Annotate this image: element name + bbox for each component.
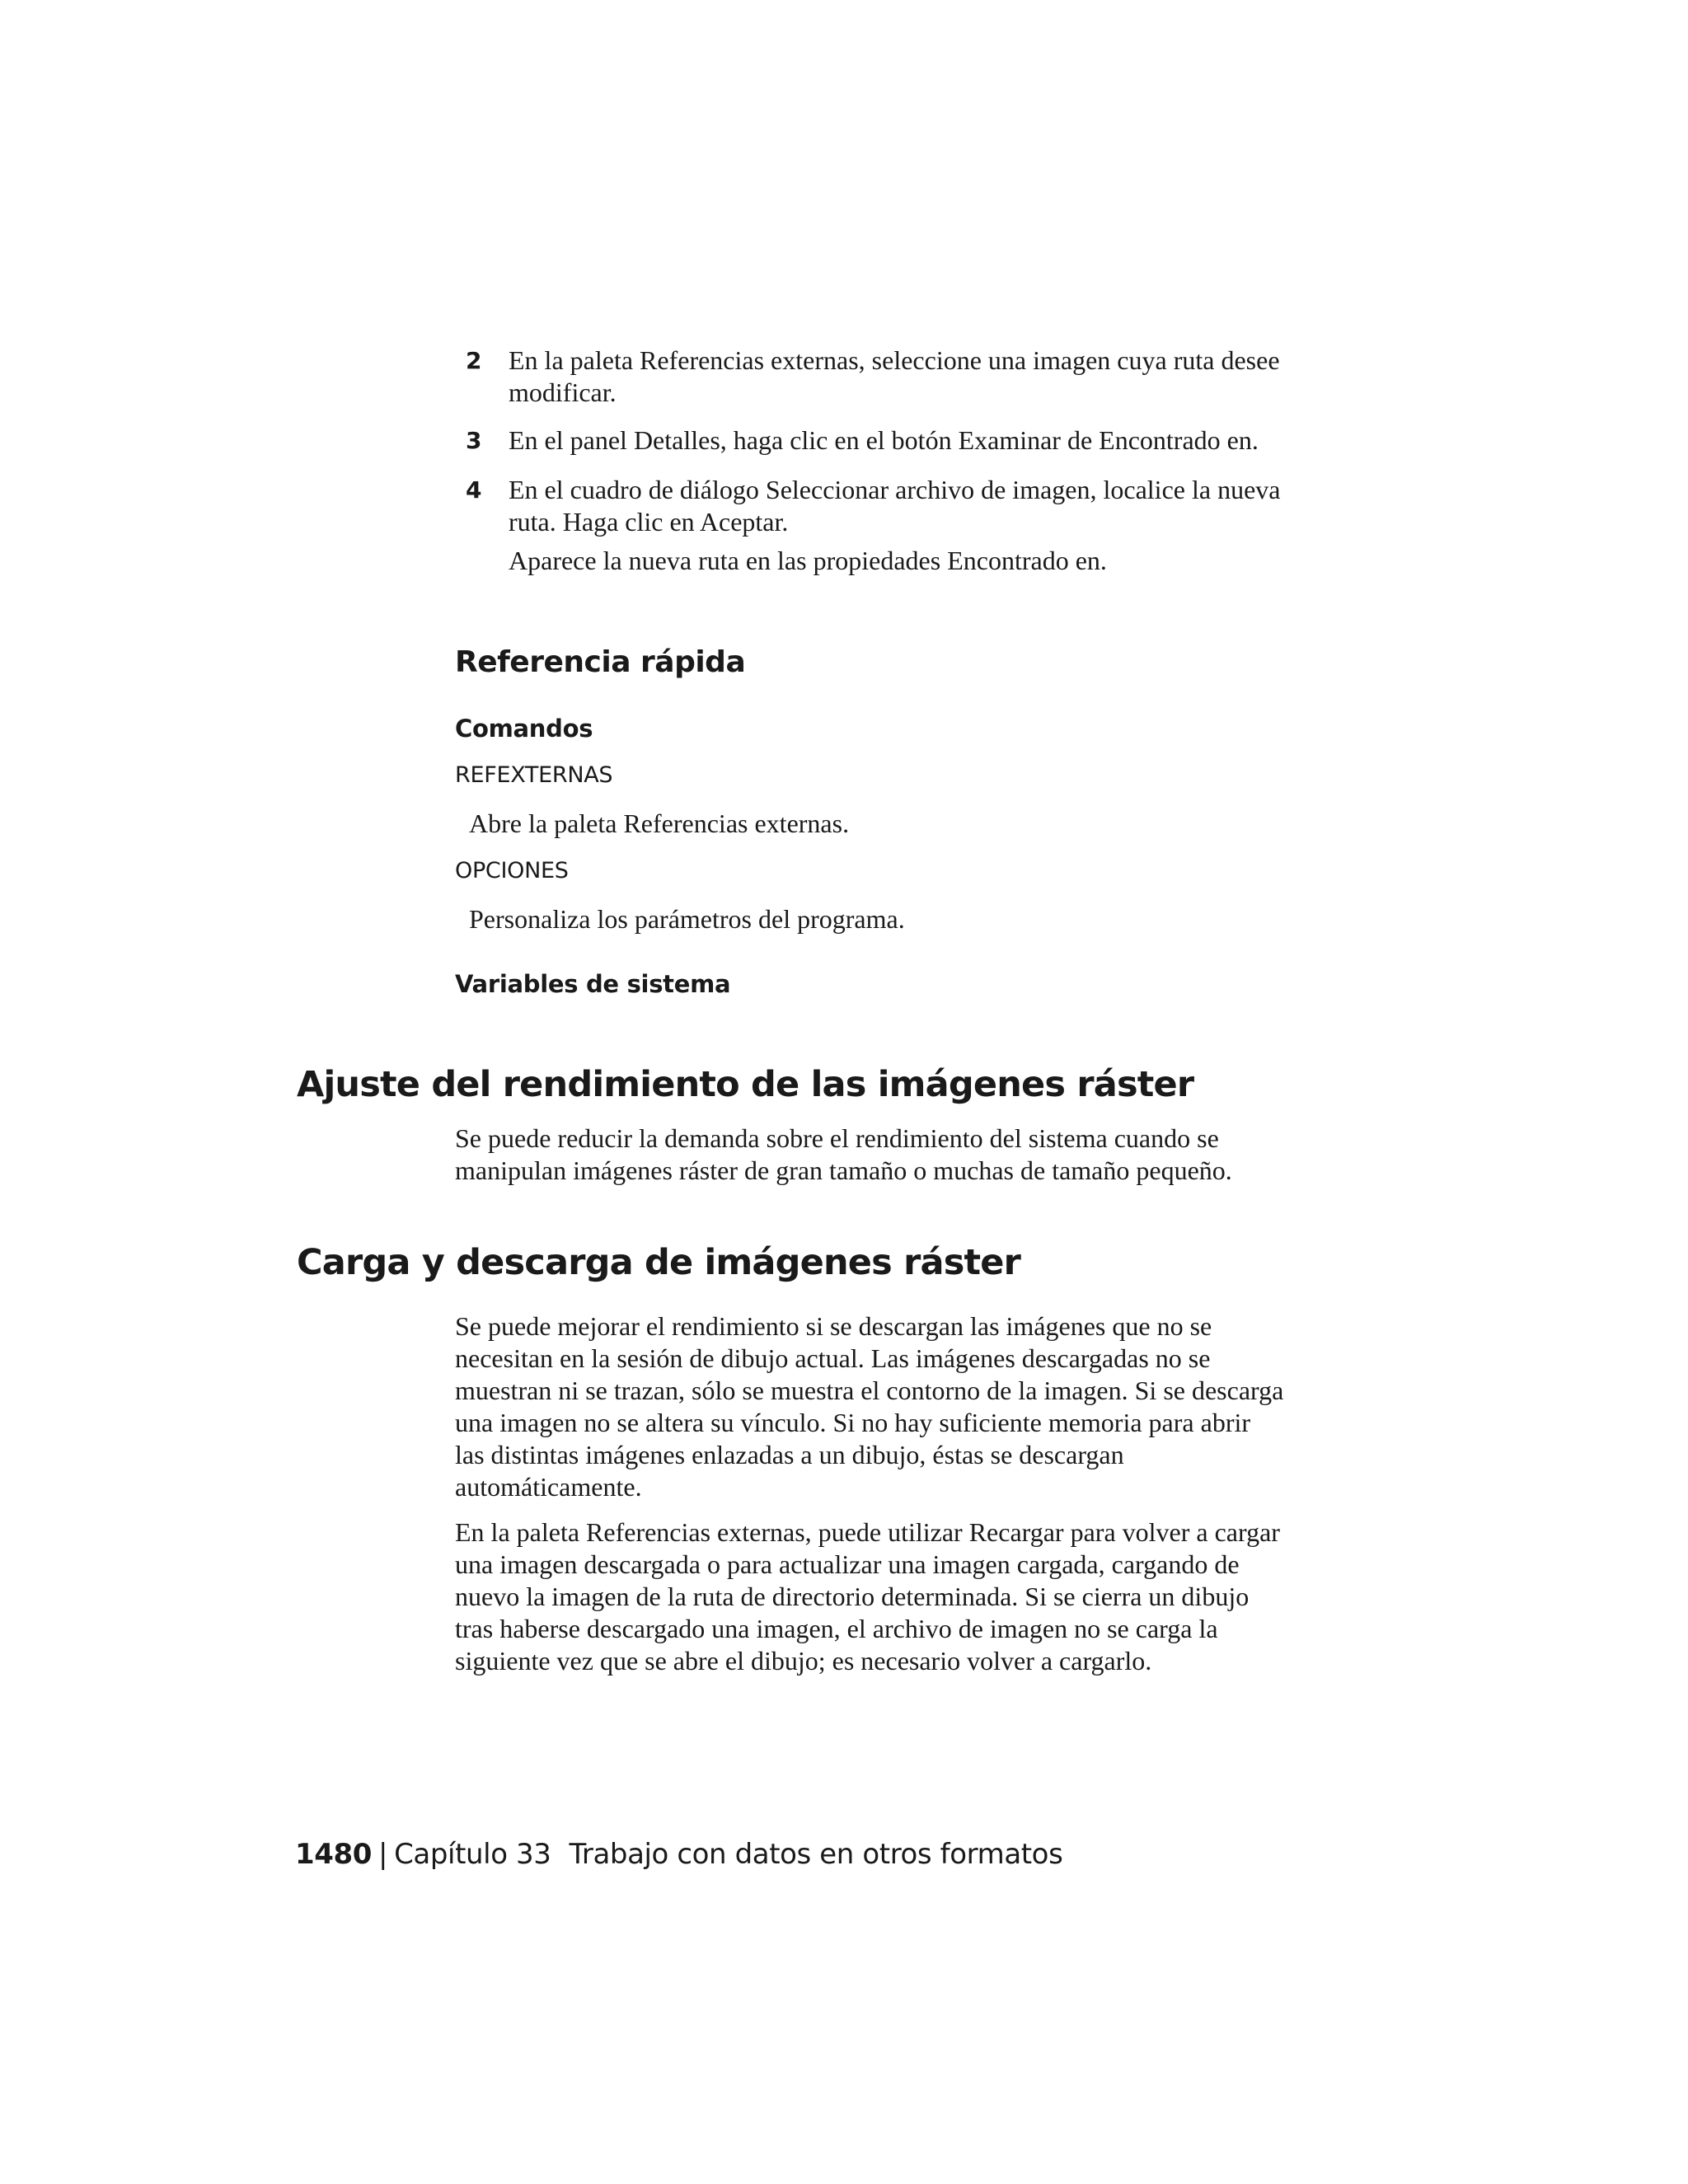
text-line: una imagen no se altera su vínculo. Si no hay suficiente memoria para abrir xyxy=(455,1408,1251,1437)
command-name: REFEXTERNAS xyxy=(455,762,613,788)
chapter-title: Trabajo con datos en otros formatos xyxy=(569,1838,1063,1871)
text-line: En el cuadro de diálogo Seleccionar archivo de imagen, localice la nueva xyxy=(509,475,1281,504)
system-variables-heading: Variables de sistema xyxy=(455,970,731,998)
paragraph xyxy=(455,1516,1370,1677)
text-line: manipulan imágenes ráster de gran tamaño o muchas de tamaño pequeño. xyxy=(455,1155,1232,1185)
text-line: siguiente vez que se abre el dibujo; es necesario volver a cargarlo. xyxy=(455,1646,1152,1675)
section-heading: Ajuste del rendimiento de las imágenes ráster xyxy=(297,1064,1194,1105)
text-line: Se puede mejorar el rendimiento si se descargan las imágenes que no se xyxy=(455,1311,1212,1341)
step-text xyxy=(509,474,1366,577)
step-text xyxy=(509,424,1366,457)
page-footer xyxy=(295,1837,1062,1872)
step-number: 4 xyxy=(466,476,482,504)
step-number: 2 xyxy=(466,347,482,374)
text-line: En la paleta Referencias externas, seleccione una imagen cuya ruta desee xyxy=(509,345,1280,375)
text-line: las distintas imágenes enlazadas a un dibujo, éstas se descargan xyxy=(455,1440,1124,1469)
footer-separator: | xyxy=(378,1838,388,1871)
command-name: OPCIONES xyxy=(455,858,569,883)
command-description: Abre la paleta Referencias externas. xyxy=(469,808,850,838)
text-line: nuevo la imagen de la ruta de directorio determinada. Si se cierra un dibujo xyxy=(455,1582,1250,1611)
step-text xyxy=(509,344,1366,409)
text-line: Se puede reducir la demanda sobre el rendimiento del sistema cuando se xyxy=(455,1123,1219,1153)
text-line: En la paleta Referencias externas, puede utilizar Recargar para volver a cargar xyxy=(455,1517,1280,1547)
paragraph xyxy=(455,1310,1370,1503)
commands-heading: Comandos xyxy=(455,715,593,743)
command-description: Personaliza los parámetros del programa. xyxy=(469,904,905,934)
page-number: 1480 xyxy=(295,1838,373,1871)
quick-reference-heading: Referencia rápida xyxy=(455,645,746,679)
text-line: ruta. Haga clic en Aceptar. xyxy=(509,507,789,537)
text-line: necesitan en la sesión de dibujo actual. Las imágenes descargadas no se xyxy=(455,1343,1211,1373)
paragraph xyxy=(455,1122,1370,1187)
text-line: automáticamente. xyxy=(455,1472,642,1502)
text-line: modificar. xyxy=(509,377,617,407)
step-number: 3 xyxy=(466,427,482,454)
chapter-label: Capítulo 33 xyxy=(394,1838,551,1871)
text-line: En el panel Detalles, haga clic en el botón Examinar de Encontrado en. xyxy=(509,425,1259,455)
text-line: muestran ni se trazan, sólo se muestra el contorno de la imagen. Si se descarga xyxy=(455,1376,1284,1405)
text-line: tras haberse descargado una imagen, el archivo de imagen no se carga la xyxy=(455,1614,1218,1643)
step-result: Aparece la nueva ruta en las propiedades Encontrado en. xyxy=(509,546,1107,575)
text-line: una imagen descargada o para actualizar una imagen cargada, cargando de xyxy=(455,1549,1240,1579)
section-heading: Carga y descarga de imágenes ráster xyxy=(297,1242,1021,1283)
